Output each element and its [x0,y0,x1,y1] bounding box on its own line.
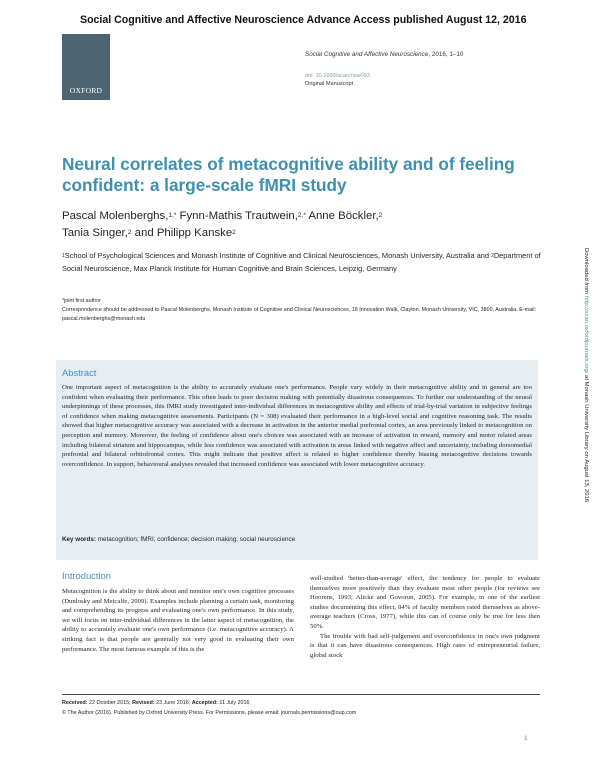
article-dates [62,700,250,706]
oxford-logo-text: OXFORD [69,86,103,95]
abstract-heading: Abstract [62,367,97,378]
author-affiliation-mark: 2,* [297,212,306,219]
revised-label: Revised: [132,700,155,706]
author-notes [62,297,542,323]
journal-citation [305,51,463,58]
page-number: 1 [524,735,528,742]
download-note [580,248,588,548]
manuscript-type: Original Manuscript [305,81,354,87]
introduction-heading: Introduction [62,570,111,581]
download-note-text [583,248,589,502]
copyright-notice: © The Author (2016). Published by Oxford University Press. For Permissions, please email: journals.permissions@oup.com [62,710,357,716]
received-label: Received: [62,700,88,706]
author-affiliation-mark: 2 [232,229,236,236]
author-affiliation-mark: 2 [127,229,132,236]
affiliation-text: Department of Social Neuroscience, Max Planck Institute for Human Cognitive and Brain Sciences, Leipzig, Germany [62,251,541,273]
journal-name: Social Cognitive and Affective Neuroscience [305,51,429,58]
abstract-box [56,360,538,560]
accepted-label: Accepted: [191,700,218,706]
body-column-right [310,574,540,660]
keywords-text: metacognition; fMRI; confidence; decision making; social neuroscience [95,536,296,543]
doi-link[interactable]: doi: 10.1093/scan/nsw093 [305,73,370,79]
journal-volume: , 2016, 1–10 [428,51,464,58]
correspondence-note: Correspondence should be addressed to Pascal Molenberghs, Monash Institute of Cognitive and Clinical Neurosciences, 18 Innovation Walk, Clayton, Monash University, VIC, 3800, Australia. E-mail: pascal.molenberghs@monash.edu [62,306,537,322]
download-note-link[interactable]: http://scan.oxfordjournals.org/ [583,295,589,374]
abstract-text: One important aspect of metacognition is the ability to accurately evaluate one's performance. People vary widely in their metacognitive ability and in general are too confident when evaluating their performance. This often leads to poor decision making with potentially disastrous consequences. To further our understanding of the neural underpinnings of these processes, this fMRI study investigated inter-individual differences in metacognitive ability and effects of trial-by-trial variation in subjective feelings of confidence when making metacognitive assessments. Participants (N = 308) evaluated their performance in a high-level social and cognitive reasoning task. The results showed that higher metacognitive accuracy was associated with a decrease in activation in the anterior medial prefrontal cortex, an area previously linked to metacognition on perception and memory. Moreover, the feeling of confidence about one's choices was associated with an increase of activation in reward, memory and motor related areas including bilateral striatum and hippocampus, while less confidence was associated with activation in areas linked with negative affect and uncertainty, including dorsomedial prefrontal and bilateral orbitofrontal cortex. This might indicate that positive affect is related to higher confidence thereby biasing metacognitive decisions towards overconfidence. In support, behavioural analyses revealed that increased confidence was associated with lower metacognitive accuracy. [62,384,532,468]
oxford-logo [62,34,110,100]
affiliation-mark: 1 [62,253,65,259]
advance-access-banner: Social Cognitive and Affective Neuroscience Advance Access published August 12, 2016 [80,14,527,26]
body-column-left [62,587,294,654]
keywords-label: Key words: [62,536,96,543]
keywords [62,536,295,543]
article-title: Neural correlates of metacognitive ability and of feeling confident: a large-scale fMRI study [62,154,515,195]
affiliation-mark: 2 [491,253,494,259]
joint-author-note: *joint first author [62,298,101,304]
body-paragraph: The trouble with bad self-judgement and overconfidence in one's own judgment is that it can have disastrous consequences. High rates of entrepreneurial failure, global stock [310,632,540,659]
affiliation-text: School of Psychological Sciences and Monash Institute of Cognitive and Clinical Neurosciences, Monash University, Australia and [64,251,492,260]
author-name: and Philipp Kanske [131,227,233,239]
author-name: Pascal Molenberghs, [62,210,169,222]
author-name: Tania Singer, [62,227,128,239]
author-list [62,208,542,242]
body-paragraph: well-studied 'better-than-average' effect, the tendency for people to evaluate themselves more positively than they evaluate most other people (for reviews see Hoorens, 1993; Alicke and Govorun, 2005). For example, in one of the earliest studies documenting this effect, 94% of faculty members rated themselves as above-average teachers (Cross, 1977), while this can of course only be true for less then 50%. [310,575,540,630]
author-name: Fynn-Mathis Trautwein, [176,210,298,222]
affiliations [62,250,552,275]
author-name: Anne Böckler, [305,210,379,222]
author-affiliation-mark: 1,* [168,212,177,219]
revised-date: 23 June 2016; [154,700,192,706]
download-note-prefix: Downloaded from [583,248,589,296]
body-paragraph: Metacognition is the ability to think about and monitor one's own cognitive processes (Dunlosky and Metcalfe, 2009). Examples include planning a certain task, monitoring and comprehending its progress and evaluating one's own performance. In this study, we will focus on inter-individual differences in the latter aspect of metacognition, the ability to accurately evaluate one's own performance (i.e. metacognitive accuracy). A striking fact is that people are generally not very good in evaluating their own performance. The most famous example of this is the [62,588,294,653]
author-affiliation-mark: 2 [378,212,383,219]
received-date: 22 October 2015; [87,700,133,706]
footer-divider [62,694,540,695]
accepted-date: 11 July 2016 [217,700,250,706]
download-note-suffix: at Monash University Library on August 13, 2016 [583,373,589,503]
